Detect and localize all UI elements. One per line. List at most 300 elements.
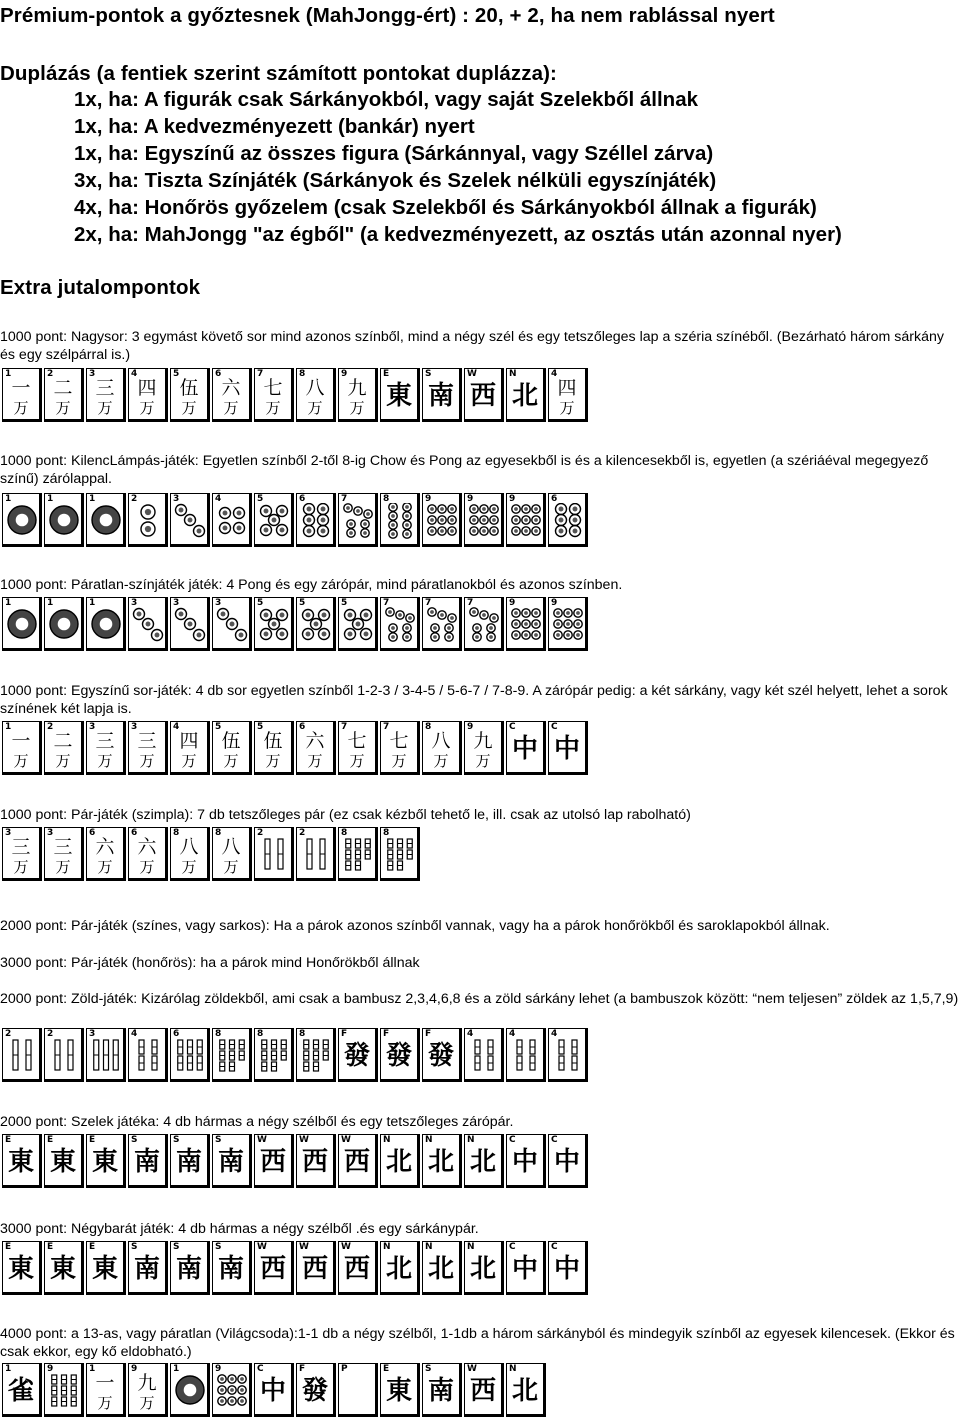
tile-index: 8 bbox=[425, 722, 432, 732]
character-suit-glyph: 万 bbox=[349, 752, 365, 770]
tile-index: W bbox=[467, 1364, 477, 1374]
tile-index: N bbox=[383, 1135, 391, 1145]
section-text: 2000 pont: Zöld-játék: Kizárólag zöldekből, ami csak a bambusz 2,3,4,6,8 és a zöld sárkány lehet (a bambuszok között: “nem teljesen” zöldek az 1,5,7,9) bbox=[0, 991, 959, 1007]
mahjong-tile bbox=[422, 1363, 462, 1417]
mahjong-tile bbox=[2, 597, 42, 651]
honor-glyph: 中 bbox=[259, 1376, 286, 1406]
mahjong-tile bbox=[212, 721, 252, 775]
mahjong-tile bbox=[464, 368, 504, 422]
character-numeral: 六 bbox=[137, 836, 157, 858]
honor-glyph: 東 bbox=[385, 1376, 412, 1406]
tile-index: 3 bbox=[5, 828, 12, 838]
mahjong-tile bbox=[254, 721, 294, 775]
tile-index: 8 bbox=[257, 1029, 264, 1039]
tile-index: 9 bbox=[131, 1364, 138, 1374]
doubling-rule: 3x, ha: Tiszta Színjáték (Sárkányok és Szelek nélküli egyszínjáték) bbox=[74, 169, 717, 192]
honor-glyph: 北 bbox=[427, 1254, 454, 1284]
tile-index: S bbox=[425, 369, 432, 379]
doubling-rule: 2x, ha: MahJongg "az égből" (a kedvezményezett, az osztás után azonnal nyer) bbox=[74, 223, 842, 246]
tile-index: W bbox=[257, 1242, 267, 1252]
mahjong-tile bbox=[548, 493, 588, 547]
tile-index: F bbox=[383, 1029, 390, 1039]
mahjong-tile bbox=[380, 1134, 420, 1188]
character-numeral: 九 bbox=[473, 730, 493, 752]
bamboo-suit-icon bbox=[551, 1038, 585, 1074]
mahjong-tile bbox=[464, 597, 504, 651]
mahjong-tile bbox=[44, 1028, 84, 1082]
section-text: 1000 pont: Pár-játék (szimpla): 7 db tetszőleges pár (ez csak kézből tehető le, ill. csak az utolsó lap rabolható) bbox=[0, 807, 691, 823]
character-suit-glyph: 万 bbox=[265, 399, 281, 417]
character-numeral: 六 bbox=[305, 730, 325, 752]
tile-index: 4 bbox=[551, 369, 558, 379]
tile-index: 3 bbox=[173, 494, 180, 504]
mahjong-tile bbox=[296, 1134, 336, 1188]
tile-index: 4 bbox=[131, 1029, 138, 1039]
mahjong-tile bbox=[254, 1134, 294, 1188]
character-suit-glyph: 万 bbox=[433, 752, 449, 770]
circle-suit-icon bbox=[5, 607, 39, 643]
tile-index: 7 bbox=[257, 369, 264, 379]
mahjong-tile bbox=[548, 597, 588, 651]
circle-suit-icon bbox=[425, 503, 459, 539]
mahjong-tile bbox=[548, 368, 588, 422]
character-numeral: 九 bbox=[347, 377, 367, 399]
honor-glyph: 西 bbox=[469, 1376, 496, 1406]
honor-glyph: 北 bbox=[511, 381, 538, 411]
section-text: 1000 pont: KilencLámpás-játék: Egyetlen színből 2-től 8-ig Chow és Pong az egyesekből is és a kilencesekből is, egyetlen (a szériáéval megegyező színű) zárólappal. bbox=[0, 453, 929, 487]
mahjong-tile bbox=[2, 827, 42, 881]
mahjong-tile bbox=[86, 1028, 126, 1082]
mahjong-tile bbox=[338, 1028, 378, 1082]
mahjong-tile bbox=[2, 1134, 42, 1188]
tile-index: 1 bbox=[89, 598, 96, 608]
mahjong-tile bbox=[422, 721, 462, 775]
section-text: 4000 pont: a 13-as, vagy páratlan (Világcsoda):1-1 db a négy szélből, 1-1db a három sárkányból és mindegyik színből az egyesek kilencesek. (Ekkor és csak ekkor, egy kő eldobható.) bbox=[0, 1326, 955, 1360]
character-suit-glyph: 万 bbox=[307, 399, 323, 417]
character-numeral: 三 bbox=[95, 730, 115, 752]
mahjong-tile bbox=[254, 368, 294, 422]
honor-glyph: 西 bbox=[343, 1254, 370, 1284]
mahjong-tile bbox=[296, 1241, 336, 1295]
bamboo-suit-icon bbox=[131, 1038, 165, 1074]
tile-index: N bbox=[467, 1242, 475, 1252]
bamboo-suit-icon bbox=[467, 1038, 501, 1074]
character-numeral: 二 bbox=[53, 377, 73, 399]
tile-index: P bbox=[341, 1364, 348, 1374]
honor-glyph: 東 bbox=[7, 1147, 34, 1177]
mahjong-tile bbox=[170, 1028, 210, 1082]
tile-index: E bbox=[5, 1242, 12, 1252]
character-suit-glyph: 万 bbox=[265, 752, 281, 770]
mahjong-tile bbox=[506, 493, 546, 547]
mahjong-tile bbox=[2, 1363, 42, 1417]
character-suit-glyph: 万 bbox=[55, 858, 71, 876]
mahjong-tile bbox=[506, 1134, 546, 1188]
tile-index: 6 bbox=[215, 369, 222, 379]
tile-index: 7 bbox=[341, 722, 348, 732]
mahjong-tile bbox=[464, 1241, 504, 1295]
section-text: 1000 pont: Nagysor: 3 egymást követő sor mind azonos színből, mind a négy szél és egy tetszőleges lap a széria színéből. (Bezárható három sárkány és egy szélpárral is.) bbox=[0, 329, 944, 363]
tile-index: W bbox=[467, 369, 477, 379]
mahjong-tile bbox=[86, 827, 126, 881]
circle-suit-icon bbox=[467, 503, 501, 539]
tile-index: C bbox=[551, 1242, 558, 1252]
circle-suit-icon bbox=[5, 503, 39, 539]
tile-index: 9 bbox=[467, 722, 474, 732]
honor-glyph: 西 bbox=[259, 1254, 286, 1284]
tile-index: E bbox=[89, 1135, 96, 1145]
honor-glyph: 南 bbox=[133, 1147, 160, 1177]
tile-index: C bbox=[551, 722, 558, 732]
mahjong-tile bbox=[86, 1363, 126, 1417]
mahjong-tile bbox=[2, 493, 42, 547]
character-numeral: 三 bbox=[95, 377, 115, 399]
mahjong-tile bbox=[296, 493, 336, 547]
tile-index: C bbox=[509, 722, 516, 732]
tile-index: N bbox=[425, 1242, 433, 1252]
mahjong-tile bbox=[170, 493, 210, 547]
tile-index: 2 bbox=[299, 828, 306, 838]
mahjong-tile bbox=[254, 827, 294, 881]
tile-index: 8 bbox=[383, 494, 390, 504]
character-suit-glyph: 万 bbox=[391, 752, 407, 770]
mahjong-tile bbox=[212, 1363, 252, 1417]
tile-row bbox=[2, 1241, 590, 1299]
circle-suit-icon bbox=[215, 607, 249, 643]
tile-index: 3 bbox=[89, 369, 96, 379]
tile-index: S bbox=[131, 1242, 138, 1252]
honor-glyph: 中 bbox=[553, 734, 580, 764]
mahjong-tile bbox=[254, 493, 294, 547]
character-numeral: 伍 bbox=[263, 730, 283, 752]
circle-suit-icon bbox=[509, 607, 543, 643]
circle-suit-icon bbox=[89, 503, 123, 539]
character-numeral: 九 bbox=[137, 1372, 157, 1394]
mahjong-tile bbox=[254, 1241, 294, 1295]
tile-index: E bbox=[383, 1364, 390, 1374]
tile-index: W bbox=[341, 1135, 351, 1145]
tile-index: 1 bbox=[5, 369, 12, 379]
mahjong-tile bbox=[44, 597, 84, 651]
mahjong-tile bbox=[422, 1134, 462, 1188]
honor-glyph: 西 bbox=[469, 381, 496, 411]
bamboo-suit-icon bbox=[89, 1038, 123, 1074]
mahjong-tile bbox=[296, 1363, 336, 1417]
honor-glyph: 中 bbox=[553, 1254, 580, 1284]
tile-index: 5 bbox=[257, 598, 264, 608]
bamboo-suit-icon bbox=[383, 837, 417, 873]
character-numeral: 六 bbox=[95, 836, 115, 858]
honor-glyph: 西 bbox=[301, 1147, 328, 1177]
mahjong-tile bbox=[86, 721, 126, 775]
tile-index: 2 bbox=[257, 828, 264, 838]
character-numeral: 七 bbox=[389, 730, 409, 752]
tile-row bbox=[2, 1134, 590, 1192]
tile-index: 5 bbox=[341, 598, 348, 608]
character-numeral: 三 bbox=[137, 730, 157, 752]
mahjong-tile bbox=[44, 827, 84, 881]
section-text: 1000 pont: Egyszínű sor-játék: 4 db sor egyetlen színből 1-2-3 / 3-4-5 / 5-6-7 / 7-8-9. A zárópár pedig: a két sárkány, vagy két szél helyett, lehet a sorok színének két lapja is. bbox=[0, 683, 948, 717]
honor-glyph: 東 bbox=[49, 1254, 76, 1284]
tile-row bbox=[2, 597, 590, 655]
character-suit-glyph: 万 bbox=[223, 752, 239, 770]
circle-suit-icon bbox=[341, 607, 375, 643]
tile-index: 9 bbox=[341, 369, 348, 379]
mahjong-tile bbox=[380, 597, 420, 651]
mahjong-tile bbox=[422, 493, 462, 547]
bamboo-suit-icon bbox=[47, 1373, 81, 1409]
tile-index: 8 bbox=[299, 369, 306, 379]
tile-index: 1 bbox=[5, 722, 12, 732]
character-numeral: 八 bbox=[431, 730, 451, 752]
mahjong-tile bbox=[296, 597, 336, 651]
character-suit-glyph: 万 bbox=[139, 1394, 155, 1412]
tile-index: 9 bbox=[551, 598, 558, 608]
tile-index: 4 bbox=[467, 1029, 474, 1039]
tile-index: W bbox=[341, 1242, 351, 1252]
tile-index: 9 bbox=[509, 598, 516, 608]
doubling-rule: 1x, ha: A kedvezményezett (bankár) nyert bbox=[74, 115, 475, 138]
character-suit-glyph: 万 bbox=[139, 399, 155, 417]
character-suit-glyph: 万 bbox=[97, 858, 113, 876]
tile-index: 6 bbox=[551, 494, 558, 504]
honor-glyph: 東 bbox=[91, 1254, 118, 1284]
tile-index: 9 bbox=[467, 494, 474, 504]
mahjong-tile bbox=[170, 1134, 210, 1188]
tile-index: E bbox=[5, 1135, 12, 1145]
honor-glyph: 北 bbox=[511, 1376, 538, 1406]
mahjong-tile bbox=[128, 1363, 168, 1417]
tile-index: 1 bbox=[173, 1364, 180, 1374]
tile-index: C bbox=[551, 1135, 558, 1145]
tile-index: F bbox=[299, 1364, 306, 1374]
section-text: 1000 pont: Páratlan-színjáték játék: 4 Pong és egy zárópár, mind páratlanokból és azonos színben. bbox=[0, 577, 623, 593]
mahjong-tile bbox=[86, 368, 126, 422]
mahjong-tile bbox=[128, 827, 168, 881]
mahjong-tile bbox=[338, 368, 378, 422]
tile-index: 3 bbox=[215, 598, 222, 608]
tile-index: W bbox=[299, 1242, 309, 1252]
tile-index: 9 bbox=[47, 1364, 54, 1374]
honor-glyph: 南 bbox=[133, 1254, 160, 1284]
honor-glyph: 中 bbox=[511, 1254, 538, 1284]
bamboo-suit-icon bbox=[257, 837, 291, 873]
tile-index: 2 bbox=[47, 369, 54, 379]
tile-row bbox=[2, 368, 590, 426]
tile-index: E bbox=[47, 1135, 54, 1145]
tile-index: 6 bbox=[173, 1029, 180, 1039]
mahjong-tile bbox=[506, 1028, 546, 1082]
doubling-rule: 4x, ha: Honőrös győzelem (csak Szelekből és Sárkányokból állnak a figurák) bbox=[74, 196, 817, 219]
bamboo-suit-icon bbox=[341, 837, 375, 873]
honor-glyph: 南 bbox=[427, 1376, 454, 1406]
mahjong-tile bbox=[380, 827, 420, 881]
circle-suit-icon bbox=[173, 607, 207, 643]
tile-index: C bbox=[509, 1242, 516, 1252]
honor-glyph: 西 bbox=[343, 1147, 370, 1177]
bamboo-suit-icon bbox=[47, 1038, 81, 1074]
tile-index: S bbox=[215, 1135, 222, 1145]
character-numeral: 一 bbox=[95, 1372, 115, 1394]
tile-index: 8 bbox=[215, 828, 222, 838]
circle-suit-icon bbox=[131, 503, 165, 539]
character-suit-glyph: 万 bbox=[13, 399, 29, 417]
mahjong-tile bbox=[170, 368, 210, 422]
mahjong-tile bbox=[422, 1028, 462, 1082]
tile-index: 1 bbox=[47, 494, 54, 504]
tile-index: 2 bbox=[47, 722, 54, 732]
page-title: Prémium-pontok a győztesnek (MahJongg-ért) : 20, + 2, ha nem rablással nyert bbox=[0, 4, 775, 27]
character-numeral: 一 bbox=[11, 730, 31, 752]
tile-row bbox=[2, 493, 590, 551]
circle-suit-icon bbox=[215, 503, 249, 539]
mahjong-tile bbox=[464, 1134, 504, 1188]
mahjong-tile bbox=[212, 1241, 252, 1295]
mahjong-tile bbox=[170, 721, 210, 775]
mahjong-tile bbox=[506, 597, 546, 651]
tile-index: W bbox=[257, 1135, 267, 1145]
honor-glyph: 東 bbox=[49, 1147, 76, 1177]
circle-suit-icon bbox=[509, 503, 543, 539]
tile-index: 3 bbox=[131, 722, 138, 732]
character-suit-glyph: 万 bbox=[13, 858, 29, 876]
honor-glyph: 南 bbox=[217, 1254, 244, 1284]
mahjong-tile bbox=[2, 721, 42, 775]
mahjong-tile bbox=[548, 721, 588, 775]
bamboo-suit-icon bbox=[215, 1038, 249, 1074]
character-numeral: 二 bbox=[53, 730, 73, 752]
circle-suit-icon bbox=[173, 1373, 207, 1409]
circle-suit-icon bbox=[173, 503, 207, 539]
character-numeral: 七 bbox=[347, 730, 367, 752]
honor-glyph: 西 bbox=[259, 1147, 286, 1177]
character-numeral: 伍 bbox=[179, 377, 199, 399]
tile-index: 7 bbox=[425, 598, 432, 608]
honor-glyph: 西 bbox=[301, 1254, 328, 1284]
bamboo-suit-icon bbox=[257, 1038, 291, 1074]
honor-glyph: 南 bbox=[427, 381, 454, 411]
tile-index: 7 bbox=[341, 494, 348, 504]
mahjong-tile bbox=[254, 597, 294, 651]
mahjong-tile bbox=[128, 368, 168, 422]
mahjong-tile bbox=[338, 1363, 378, 1417]
mahjong-tile bbox=[338, 1241, 378, 1295]
mahjong-tile bbox=[464, 493, 504, 547]
mahjong-tile bbox=[296, 1028, 336, 1082]
character-suit-glyph: 万 bbox=[475, 752, 491, 770]
honor-glyph: 雀 bbox=[7, 1376, 34, 1406]
tile-index: 3 bbox=[89, 1029, 96, 1039]
tile-index: 4 bbox=[551, 1029, 558, 1039]
mahjong-tile bbox=[2, 1028, 42, 1082]
tile-index: 7 bbox=[467, 598, 474, 608]
character-numeral: 一 bbox=[11, 377, 31, 399]
honor-glyph: 南 bbox=[175, 1147, 202, 1177]
honor-glyph: 東 bbox=[7, 1254, 34, 1284]
mahjong-tile bbox=[380, 1363, 420, 1417]
circle-suit-icon bbox=[299, 503, 333, 539]
mahjong-tile bbox=[464, 721, 504, 775]
tile-index: S bbox=[131, 1135, 138, 1145]
tile-index: N bbox=[425, 1135, 433, 1145]
mahjong-tile bbox=[380, 368, 420, 422]
section-text: 2000 pont: Pár-játék (színes, vagy sarkos): Ha a párok azonos színből vannak, vagy ha a párok honőrökből és saroklapokból állnak. bbox=[0, 918, 830, 934]
tile-index: 3 bbox=[131, 598, 138, 608]
mahjong-tile bbox=[128, 1028, 168, 1082]
mahjong-tile bbox=[506, 368, 546, 422]
character-numeral: 四 bbox=[179, 730, 199, 752]
character-suit-glyph: 万 bbox=[97, 1394, 113, 1412]
honor-glyph: 中 bbox=[553, 1147, 580, 1177]
tile-index: E bbox=[383, 369, 390, 379]
character-numeral: 四 bbox=[557, 377, 577, 399]
character-numeral: 八 bbox=[305, 377, 325, 399]
character-suit-glyph: 万 bbox=[55, 752, 71, 770]
mahjong-tile bbox=[338, 827, 378, 881]
tile-index: 8 bbox=[299, 1029, 306, 1039]
circle-suit-icon bbox=[425, 607, 459, 643]
doubling-rule: 1x, ha: Egyszínű az összes figura (Sárkánnyal, vagy Széllel zárva) bbox=[74, 142, 714, 165]
bamboo-suit-icon bbox=[509, 1038, 543, 1074]
circle-suit-icon bbox=[257, 607, 291, 643]
tile-index: N bbox=[509, 369, 517, 379]
tile-index: 6 bbox=[89, 828, 96, 838]
circle-suit-icon bbox=[383, 607, 417, 643]
character-numeral: 三 bbox=[11, 836, 31, 858]
mahjong-tile bbox=[338, 597, 378, 651]
tile-index: 1 bbox=[47, 598, 54, 608]
honor-glyph: 南 bbox=[175, 1254, 202, 1284]
honor-glyph: 北 bbox=[385, 1147, 412, 1177]
character-numeral: 伍 bbox=[221, 730, 241, 752]
tile-index: 5 bbox=[215, 722, 222, 732]
tile-index: 3 bbox=[89, 722, 96, 732]
tile-index: C bbox=[257, 1364, 264, 1374]
character-suit-glyph: 万 bbox=[139, 752, 155, 770]
tile-index: 6 bbox=[299, 722, 306, 732]
tile-index: 1 bbox=[5, 1364, 12, 1374]
honor-glyph: 北 bbox=[469, 1254, 496, 1284]
tile-index: 9 bbox=[425, 494, 432, 504]
tile-index: 3 bbox=[47, 828, 54, 838]
tile-index: 8 bbox=[173, 828, 180, 838]
circle-suit-icon bbox=[551, 503, 585, 539]
mahjong-tile bbox=[548, 1134, 588, 1188]
tile-index: S bbox=[215, 1242, 222, 1252]
tile-index: F bbox=[425, 1029, 432, 1039]
tile-index: 1 bbox=[89, 1364, 96, 1374]
mahjong-tile bbox=[548, 1028, 588, 1082]
mahjong-tile bbox=[422, 368, 462, 422]
circle-suit-icon bbox=[47, 503, 81, 539]
tile-index: 2 bbox=[5, 1029, 12, 1039]
mahjong-tile bbox=[86, 1134, 126, 1188]
tile-index: 6 bbox=[131, 828, 138, 838]
circle-suit-icon bbox=[257, 503, 291, 539]
tile-index: 8 bbox=[341, 828, 348, 838]
tile-index: S bbox=[173, 1242, 180, 1252]
mahjong-tile bbox=[212, 597, 252, 651]
tile-row bbox=[2, 827, 422, 885]
honor-glyph: 東 bbox=[91, 1147, 118, 1177]
tile-index: 5 bbox=[257, 722, 264, 732]
tile-index: 4 bbox=[131, 369, 138, 379]
tile-index: 8 bbox=[383, 828, 390, 838]
mahjong-tile bbox=[254, 1363, 294, 1417]
tile-index: 1 bbox=[5, 598, 12, 608]
mahjong-tile bbox=[128, 597, 168, 651]
mahjong-tile bbox=[506, 1241, 546, 1295]
